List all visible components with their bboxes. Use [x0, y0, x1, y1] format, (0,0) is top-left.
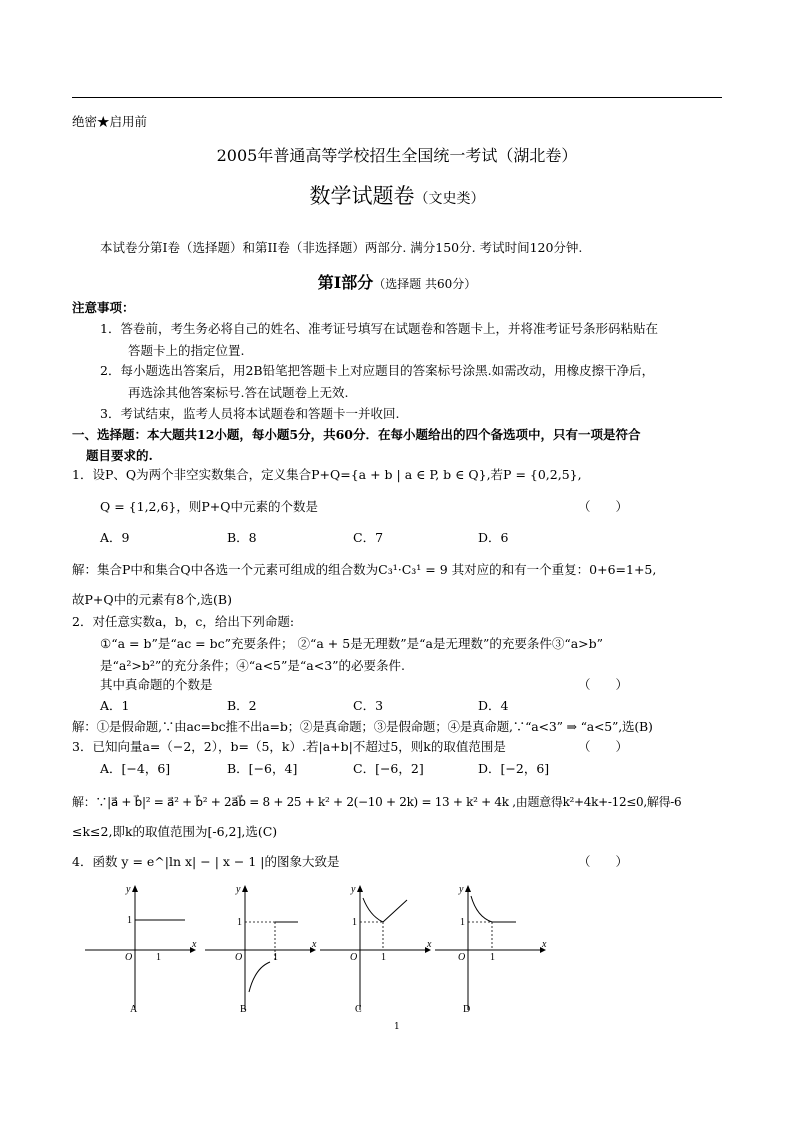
y-label: y — [126, 884, 131, 895]
y-label: y — [236, 884, 241, 895]
notes-title: 注意事项： — [72, 300, 135, 315]
q2-line4: 其中真命题的个数是 — [100, 677, 213, 692]
curve-left — [249, 962, 270, 992]
q1-option-a: A．9 — [100, 530, 130, 545]
exam-intro: 本试卷分第I卷（选择题）和第II卷（非选择题）两部分. 满分150分. 考试时间120分钟. — [100, 240, 583, 255]
q3-option-c: C．[−6，2] — [353, 761, 424, 776]
q2-line1: 2．对任意实数a，b，c，给出下列命题: — [72, 614, 295, 629]
subject-title — [0, 180, 794, 210]
q1-option-b: B．8 — [227, 530, 257, 545]
origin-label: O — [350, 952, 358, 963]
note-3: 3．考试结束，监考人员将本试题卷和答题卡一并收回. — [100, 406, 400, 421]
q1-option-d: D．6 — [478, 530, 509, 545]
y-axis-arrow — [465, 885, 471, 892]
section1-line1: 一、选择题：本大题共12小题，每小题5分，共60分．在每小题给出的四个备选项中，只有一项是符合 — [72, 427, 641, 442]
y-one-label: 1 — [237, 917, 242, 928]
q2-option-d: D．4 — [478, 698, 509, 713]
y-label: y — [351, 884, 356, 895]
graph-label: C — [355, 1004, 362, 1015]
q1-solution-1: 解：集合P中和集合Q中各选一个元素可组成的组合数为C₃¹·C₃¹ = 9 其对应的和有一个重复：0+6=1+5, — [72, 562, 657, 577]
q2-paren: （ ） — [578, 677, 629, 692]
graph-label: B — [240, 1004, 247, 1015]
q4-graph-a — [80, 880, 200, 1023]
x-one-label: 1 — [156, 952, 161, 963]
q2-option-a: A．1 — [100, 698, 130, 713]
part1-title: 第I部分 — [317, 273, 374, 292]
y-axis-arrow — [132, 885, 138, 892]
y-one-label: 1 — [460, 917, 465, 928]
q3-line1: 3．已知向量a=（−2，2），b=（5，k）.若|a+b|不超过5，则k的取值范围是 — [72, 739, 506, 754]
q3-solution-2: ≤k≤2,即k的取值范围为[-6,2],选(C) — [72, 824, 278, 839]
q4-paren: （ ） — [578, 854, 629, 869]
curve-left — [363, 898, 383, 922]
q1-option-c: C．7 — [353, 530, 384, 545]
q3-option-b: B．[−6，4] — [227, 761, 298, 776]
y-label: y — [459, 884, 464, 895]
note-1a: 1．答卷前，考生务必将自己的姓名、准考证号填写在试题卷和答题卡上，并将准考证号条形码粘贴在 — [100, 321, 658, 336]
note-1b: 答题卡上的指定位置. — [128, 343, 245, 358]
subject-title-main: 数学试题卷 — [309, 184, 415, 208]
q1-solution-2: 故P+Q中的元素有8个,选(B) — [72, 592, 232, 607]
q2-option-b: B．2 — [227, 698, 257, 713]
q4-graph-d — [430, 880, 550, 1023]
q2-line2: ①“a = b”是“ac = bc”充要条件； ②“a + 5是无理数”是“a是无理数”的充要条件③“a>b” — [100, 636, 604, 651]
graph-label: D — [463, 1004, 471, 1015]
origin-label: O — [458, 952, 466, 963]
exam-title: 2005年普通高等学校招生全国统一考试（湖北卷） — [216, 146, 578, 165]
x-label: x — [312, 939, 317, 950]
q2-line3: 是“a²>b²”的充分条件；④“a<5”是“a<3”的必要条件. — [100, 658, 406, 673]
note-2a: 2．每小题选出答案后，用2B铅笔把答题卡上对应题目的答案标号涂黑.如需改动，用橡皮擦干净后， — [100, 363, 655, 378]
part1-heading — [0, 270, 794, 293]
q4-line1: 4．函数 y = e^|ln x| − | x − 1 |的图象大致是 — [72, 854, 340, 869]
note-2b: 再选涂其他答案标号.答在试题卷上无效. — [128, 385, 349, 400]
q4-graph-b — [200, 880, 320, 1023]
q1-line2: Q = {1,2,6}，则P+Q中元素的个数是 — [100, 499, 319, 514]
q2-solution: 解：①是假命题,∵由ac=bc推不出a=b；②是真命题；③是假命题；④是真命题,∵“a<3” ⇒ “a<5”,选(B) — [72, 719, 653, 734]
curve-left — [471, 896, 492, 922]
x-label: x — [542, 939, 547, 950]
y-one-label: 1 — [127, 915, 132, 926]
subject-title-sub: （文史类） — [414, 191, 485, 207]
x-one-label: 1 — [381, 952, 386, 963]
part1-sub: （选择题 共60分） — [373, 277, 477, 291]
x-label: x — [192, 939, 197, 950]
curve-right — [383, 900, 407, 922]
q1-paren: （ ） — [578, 499, 629, 514]
y-axis-arrow — [357, 885, 363, 892]
origin-label: O — [125, 952, 133, 963]
graph-label: A — [130, 1004, 138, 1015]
x-one-label: 1 — [273, 952, 278, 963]
q3-option-a: A．[−4，6] — [100, 761, 171, 776]
section1-line2: 题目要求的. — [86, 448, 153, 463]
q4-graph-c — [315, 880, 435, 1023]
q3-option-d: D．[−2，6] — [478, 761, 550, 776]
q3-paren: （ ） — [578, 739, 629, 754]
top-rule — [72, 97, 722, 98]
q1-line1: 1．设P、Q为两个非空实数集合，定义集合P+Q={a + b | a ∈ P, b ∈ Q},若P = {0,2,5}, — [72, 467, 582, 482]
secret-label: 绝密★启用前 — [72, 114, 148, 129]
q2-option-c: C．3 — [353, 698, 384, 713]
page-number: 1 — [394, 1022, 400, 1032]
y-axis-arrow — [242, 885, 248, 892]
q3-solution-1: 解：∵|a⃗ + b⃗|² = a⃗² + b⃗² + 2a⃗b⃗ = 8 + 25 + k² + 2(−10 + 2k) = 13 + k² + 4k ,由题意得k²+4k+-12≤0,解得-6 — [72, 795, 682, 809]
origin-label: O — [235, 952, 243, 963]
y-one-label: 1 — [352, 917, 357, 928]
x-label: x — [427, 939, 432, 950]
x-one-label: 1 — [490, 952, 495, 963]
